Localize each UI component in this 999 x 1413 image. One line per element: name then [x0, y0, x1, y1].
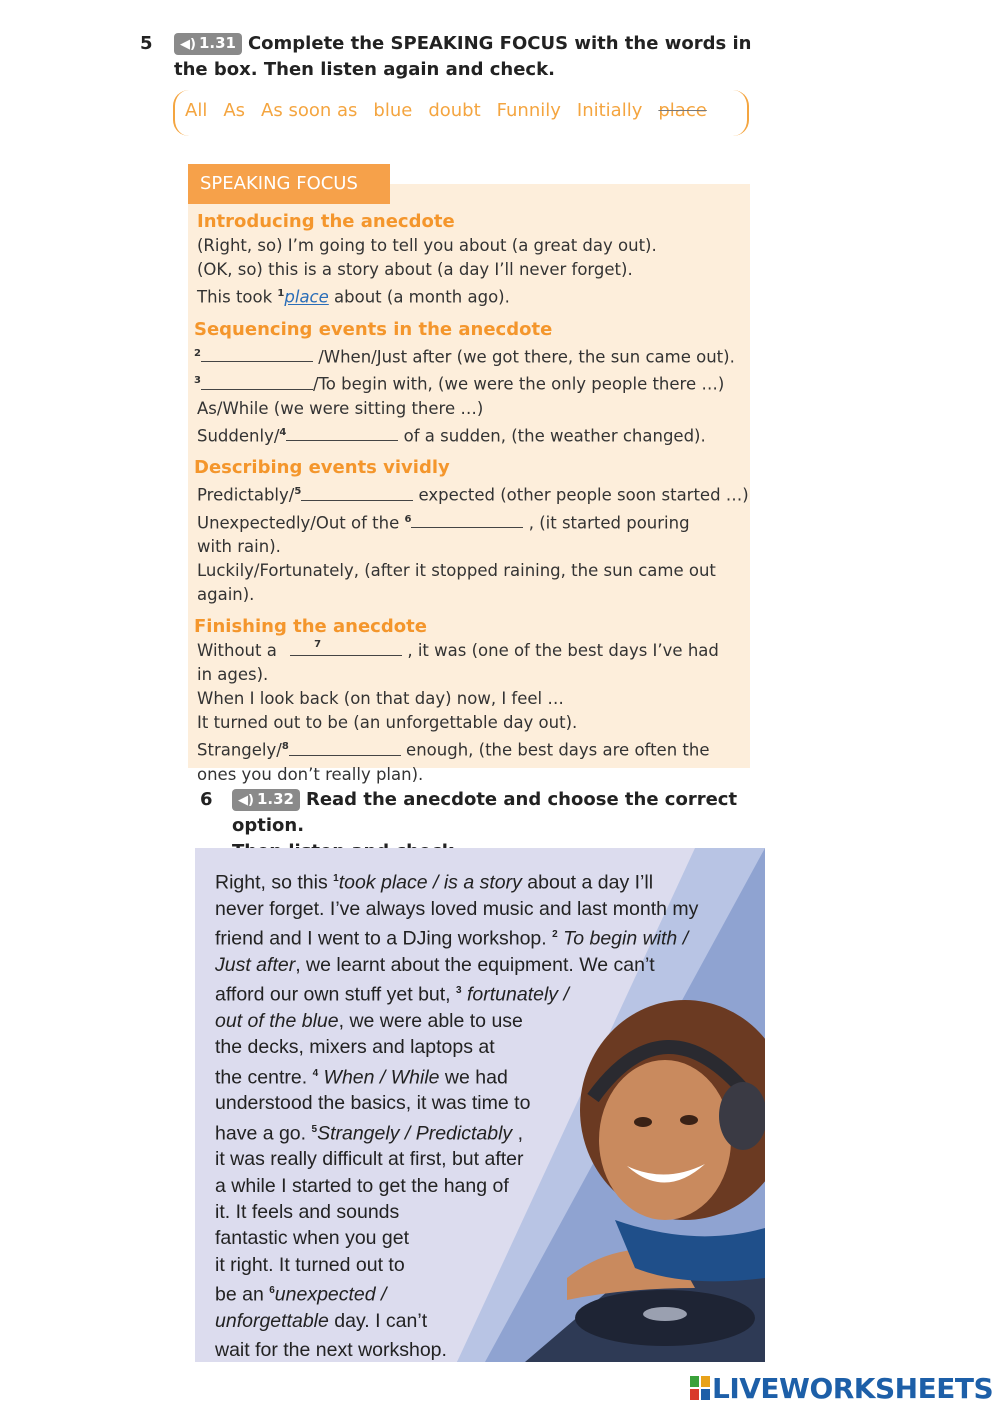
- answer-gap-6[interactable]: [411, 513, 523, 528]
- gap-number: 3: [194, 375, 201, 386]
- phrase-line: again).: [197, 585, 255, 604]
- gap-number: 1: [277, 288, 285, 299]
- exercise-5-heading: [140, 31, 760, 83]
- box-word[interactable]: Initially: [576, 100, 643, 121]
- phrase-line: This took $^1$place about (a month ago).: [197, 287, 510, 307]
- option-pair-6[interactable]: unexpected /: [274, 1283, 387, 1306]
- gap-number: 7: [314, 639, 322, 650]
- phrase-line: When I look back (on that day) now, I feel …: [197, 689, 564, 708]
- anecdote-text: Right, so this $^1$took place / is a story about a day I’ll never forget. I’ve always loved music and last month my friend and I went to a DJing workshop. $^2$ To begin with / Just after, we learnt about the equipment. We can’t afford our own stuff yet but, $^3$ fortunately / out of the blue, we were able to use the decks, mixers and laptops at the centre. $^4$ When / While we had understood the basics, it was time to have a go. $^5$Strangely / Predictably , it was really difficult at first, but after a while I started to get the hang of it. It feels and sounds fantastic when you get it right. It turned out to be an $^6$unexpected / unforgettable day. I can’t wait for the next workshop.: [215, 871, 699, 1362]
- box-word[interactable]: Funnily: [496, 100, 561, 121]
- option-pair-1[interactable]: took place / is a story: [338, 871, 522, 894]
- option-pair-2[interactable]: To begin with /: [557, 927, 689, 950]
- gap-number: 2: [194, 347, 201, 359]
- box-word[interactable]: As soon as: [261, 100, 358, 121]
- answer-gap-2[interactable]: [201, 347, 313, 362]
- phrase-line: As/While (we were sitting there …): [197, 398, 484, 418]
- section-heading: Finishing the anecdote: [194, 616, 427, 637]
- box-word[interactable]: As: [223, 100, 246, 121]
- liveworksheets-logo-icon: [690, 1376, 710, 1400]
- phrase-line: $^3$ /To begin with, (we were the only people there …): [194, 374, 725, 394]
- gap-number: 6: [404, 513, 412, 525]
- phrase-line: Unexpectedly/Out of the $^6$ , (it started pouring: [197, 513, 690, 532]
- instruction-text: Read the anecdote and choose the correct option.: [232, 789, 738, 836]
- phrase-line: in ages).: [197, 665, 269, 684]
- phrase-line: Predictably/$^5$ expected (other people soon started …): [197, 485, 749, 505]
- exercise-number: 5: [140, 33, 153, 54]
- phrase-line: Suddenly/$^4$ of a sudden, (the weather changed).: [197, 426, 706, 445]
- speaking-focus-tab: SPEAKING FOCUS: [188, 164, 390, 204]
- phrase-line: (Right, so) I’m going to tell you about (a great day out).: [197, 236, 657, 255]
- gap-number: 5: [294, 486, 302, 497]
- exercise-number: 6: [200, 789, 213, 810]
- speaker-icon: ◀): [238, 793, 254, 808]
- speaker-icon: ◀): [180, 37, 196, 52]
- option-pair-4[interactable]: When / While: [318, 1066, 440, 1089]
- speaking-focus-content: [194, 208, 749, 787]
- phrase-line: It turned out to be (an unforgettable day out).: [197, 713, 578, 732]
- section-heading: Describing events vividly: [194, 457, 450, 478]
- phrase-line: Strangely/$^8$ enough, (the best days are often the: [197, 740, 710, 760]
- section-heading: Sequencing events in the anecdote: [194, 318, 553, 340]
- gap-number: 8: [281, 741, 289, 752]
- box-word[interactable]: doubt: [428, 100, 481, 121]
- phrase-line: $^2$ /When/Just after (we got there, the sun came out).: [194, 347, 735, 366]
- audio-track-badge[interactable]: ◀) 1.31: [174, 33, 242, 55]
- box-word[interactable]: All: [185, 100, 208, 121]
- word-list: [185, 100, 707, 121]
- section-heading: Introducing the anecdote: [197, 211, 455, 232]
- option-pair-6b[interactable]: unforgettable: [215, 1309, 329, 1332]
- phrase-line: with rain).: [197, 537, 281, 556]
- box-word[interactable]: blue: [373, 100, 413, 121]
- anecdote-box: [195, 848, 765, 1362]
- example-answer: place: [284, 287, 329, 307]
- option-pair-2b[interactable]: Just after: [215, 953, 296, 976]
- gap-number: 4: [279, 426, 287, 438]
- answer-gap-7[interactable]: [290, 641, 402, 656]
- phrase-line: Luckily/Fortunately, (after it stopped raining, the sun came out: [197, 561, 716, 580]
- phrase-line: Without a 7 , it was (one of the best days I’ve had: [197, 639, 747, 663]
- phrase-line: ones you don’t really plan).: [197, 764, 424, 784]
- liveworksheets-logo[interactable]: LIVEWORKSHEETS: [690, 1372, 993, 1405]
- option-pair-3[interactable]: fortunately /: [461, 983, 569, 1006]
- audio-track-badge[interactable]: ◀) 1.32: [232, 789, 300, 811]
- answer-gap-8[interactable]: [289, 741, 401, 756]
- option-pair-3b[interactable]: out of the blue: [215, 1009, 339, 1032]
- instruction-text: Complete the SPEAKING FOCUS with the words in: [247, 33, 752, 54]
- answer-gap-4[interactable]: [286, 426, 398, 441]
- option-pair-5[interactable]: Strangely / Predictably: [317, 1122, 513, 1145]
- instruction-text: the box. Then listen again and check.: [174, 59, 555, 80]
- phrase-line: (OK, so) this is a story about (a day I’ll never forget).: [197, 260, 633, 279]
- word-box: [173, 90, 749, 136]
- answer-gap-3[interactable]: [201, 375, 313, 390]
- answer-gap-5[interactable]: [301, 486, 413, 501]
- box-word[interactable]: place: [658, 100, 707, 121]
